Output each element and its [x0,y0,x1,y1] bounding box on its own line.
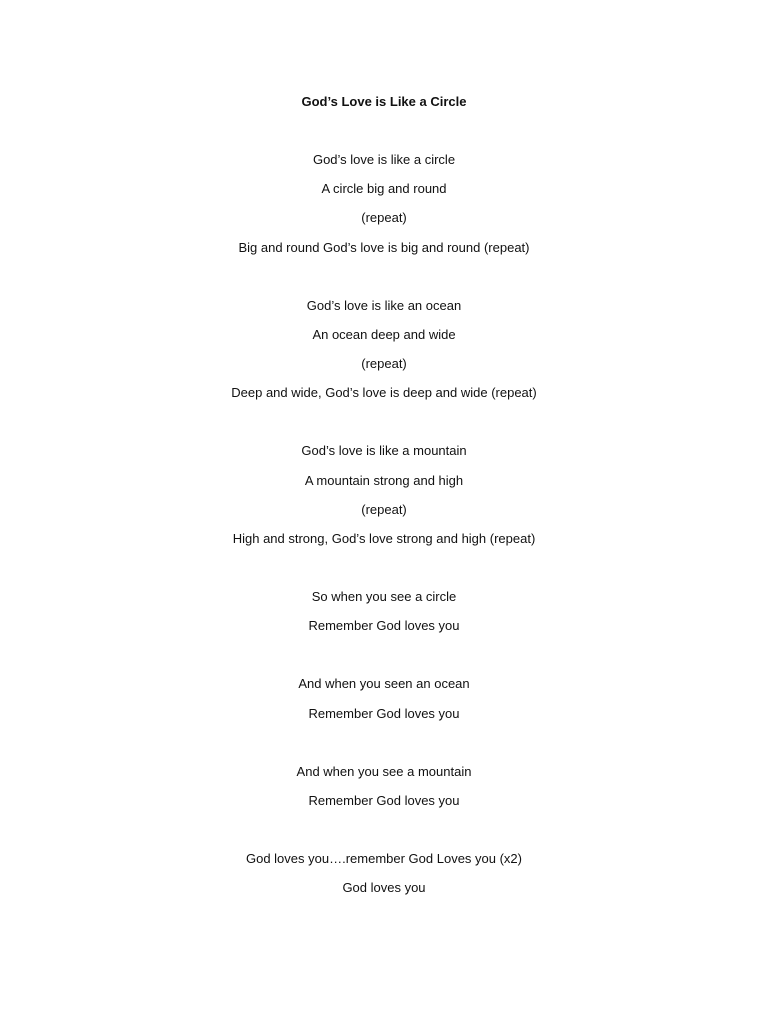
lyric-line: (repeat) [361,356,407,371]
document-title: God’s Love is Like a Circle [301,94,467,109]
lyric-line: A mountain strong and high [304,473,464,488]
lyric-line: God’s love is like a mountain [301,443,467,458]
lyric-line: Deep and wide, God’s love is deep and wide (repeat) [231,385,537,400]
lyric-line: Remember God loves you [308,618,460,633]
lyric-line: God loves you….remember God Loves you (x2) [245,851,522,866]
lyric-line: An ocean deep and wide [312,327,456,342]
lyric-line: God loves you [342,880,426,895]
lyric-line: Remember God loves you [308,706,460,721]
lyric-line: God’s love is like a circle [312,152,456,167]
lyric-line: And when you see a mountain [296,764,472,779]
lyric-line: (repeat) [361,210,407,225]
lyric-line: (repeat) [361,502,407,517]
lyric-line: Big and round God’s love is big and round (repeat) [238,240,530,255]
lyric-line: Remember God loves you [308,793,460,808]
lyric-line: A circle big and round [321,181,447,196]
lyric-line: God’s love is like an ocean [306,298,462,313]
lyric-line: And when you seen an ocean [298,676,470,691]
lyric-line: So when you see a circle [311,589,457,604]
lyric-line: High and strong, God’s love strong and high (repeat) [232,531,536,546]
